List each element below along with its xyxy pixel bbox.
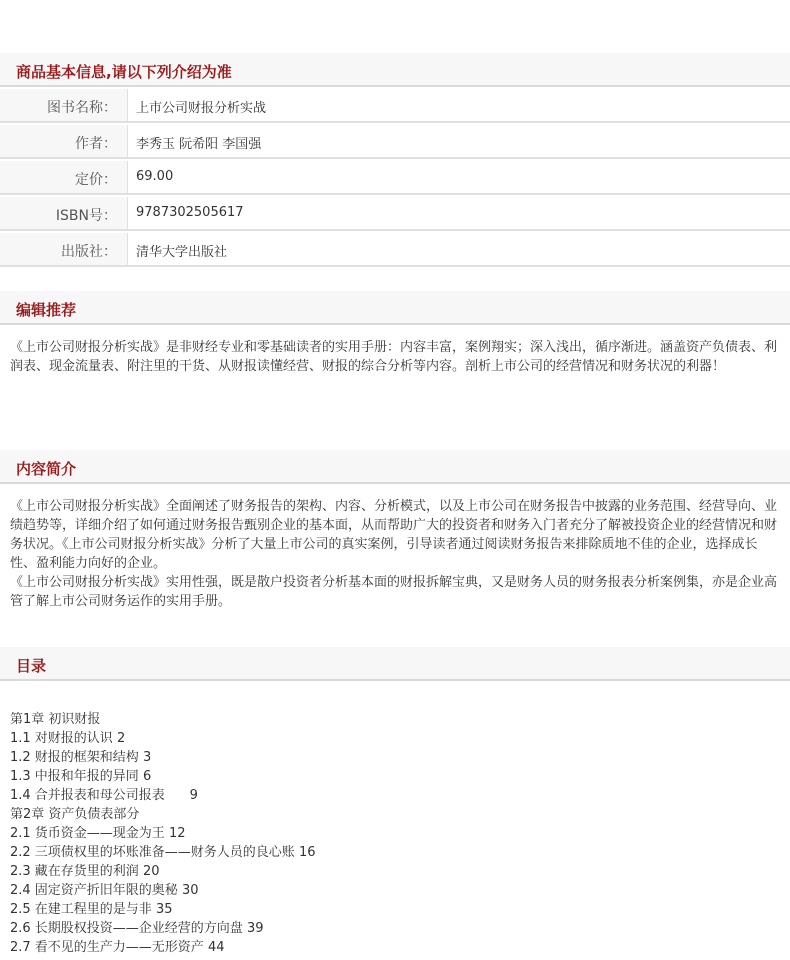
- basic-info-table: [0, 89, 790, 269]
- recommend-text-block: [10, 338, 782, 376]
- info-value-title: 上市公司财报分析实战: [136, 101, 267, 116]
- summary-paragraph-2: 《上市公司财报分析实战》实用性强，既是散户投资者分析基本面的财报拆解宝典，又是财务人员的财务报表分析案例集，亦是企业高管了解上市公司财务运作的实用手册。: [10, 575, 778, 609]
- toc-item: 2.7 看不见的生产力——无形资产 44: [10, 940, 225, 955]
- info-value-isbn: 9787302505617: [136, 205, 244, 220]
- info-label-price: 定价：: [75, 172, 117, 188]
- toc-list: [10, 710, 780, 957]
- toc-item: 1.3 中报和年报的异同 6: [10, 769, 152, 784]
- toc-item: 第2章 资产负债表部分: [10, 807, 140, 822]
- info-value-publisher: 清华大学出版社: [136, 245, 228, 260]
- toc-item: 第1章 初识财报: [10, 712, 101, 727]
- toc-item: 2.6 长期股权投资——企业经营的方向盘 39: [10, 921, 264, 936]
- summary-text-block: [10, 497, 782, 611]
- info-label-publisher: 出版社：: [61, 244, 117, 260]
- summary-paragraph-1: 《上市公司财报分析实战》全面阐述了财务报告的架构、内容、分析模式，以及上市公司在财务报告中披露的业务范围、经营导向、业绩趋势等，详细介绍了如何通过财务报告甄别企业的基本面，从而帮助广大的投资者和财务入门者充分了解被投资企业的经营情况和财务状况。《上市公司财报分析实战》分析了大量上市公司的真实案例，引导读者通过阅读财务报告来排除质地不佳的企业，选择成长性、盈利能力向好的企业。: [10, 499, 778, 571]
- toc-item: 2.4 固定资产折旧年限的奥秘 30: [10, 883, 199, 898]
- info-row-title: [0, 89, 790, 123]
- info-row-publisher: [0, 233, 790, 267]
- toc-item: 1.1 对财报的认识 2: [10, 731, 126, 746]
- toc-title: 目录: [16, 657, 47, 675]
- summary-title: 内容简介: [16, 460, 77, 478]
- recommend-header: [0, 291, 790, 325]
- info-label-isbn: ISBN号：: [55, 208, 117, 224]
- toc-item: 2.5 在建工程里的是与非 35: [10, 902, 173, 917]
- info-value-author: 李秀玉 阮希阳 李国强: [136, 137, 262, 152]
- info-row-price: [0, 161, 790, 195]
- toc-item: 2.2 三项债权里的坏账准备——财务人员的良心账 16: [10, 845, 316, 860]
- basic-info-header: [0, 53, 790, 87]
- toc-header: [0, 647, 790, 681]
- toc-item: 2.3 藏在存货里的利润 20: [10, 864, 160, 879]
- info-row-isbn: [0, 197, 790, 231]
- toc-item: 1.4 合并报表和母公司报表 9: [10, 788, 198, 803]
- recommend-text: 《上市公司财报分析实战》是非财经专业和零基础读者的实用手册：内容丰富，案例翔实；深入浅出，循序渐进。涵盖资产负债表、利润表、现金流量表、附注里的干货、从财报读懂经营、财报的综合分析等内容。剖析上市公司的经营情况和财务状况的利器！: [10, 340, 778, 374]
- basic-info-title: 商品基本信息,请以下列介绍为准: [16, 63, 232, 81]
- info-value-price: 69.00: [136, 169, 174, 184]
- info-label-title: 图书名称：: [47, 100, 117, 116]
- info-row-author: [0, 125, 790, 159]
- summary-header: [0, 450, 790, 484]
- toc-item: 2.1 货币资金——现金为王 12: [10, 826, 186, 841]
- toc-item: 1.2 财报的框架和结构 3: [10, 750, 152, 765]
- recommend-title: 编辑推荐: [16, 301, 77, 319]
- info-label-author: 作者：: [75, 136, 117, 152]
